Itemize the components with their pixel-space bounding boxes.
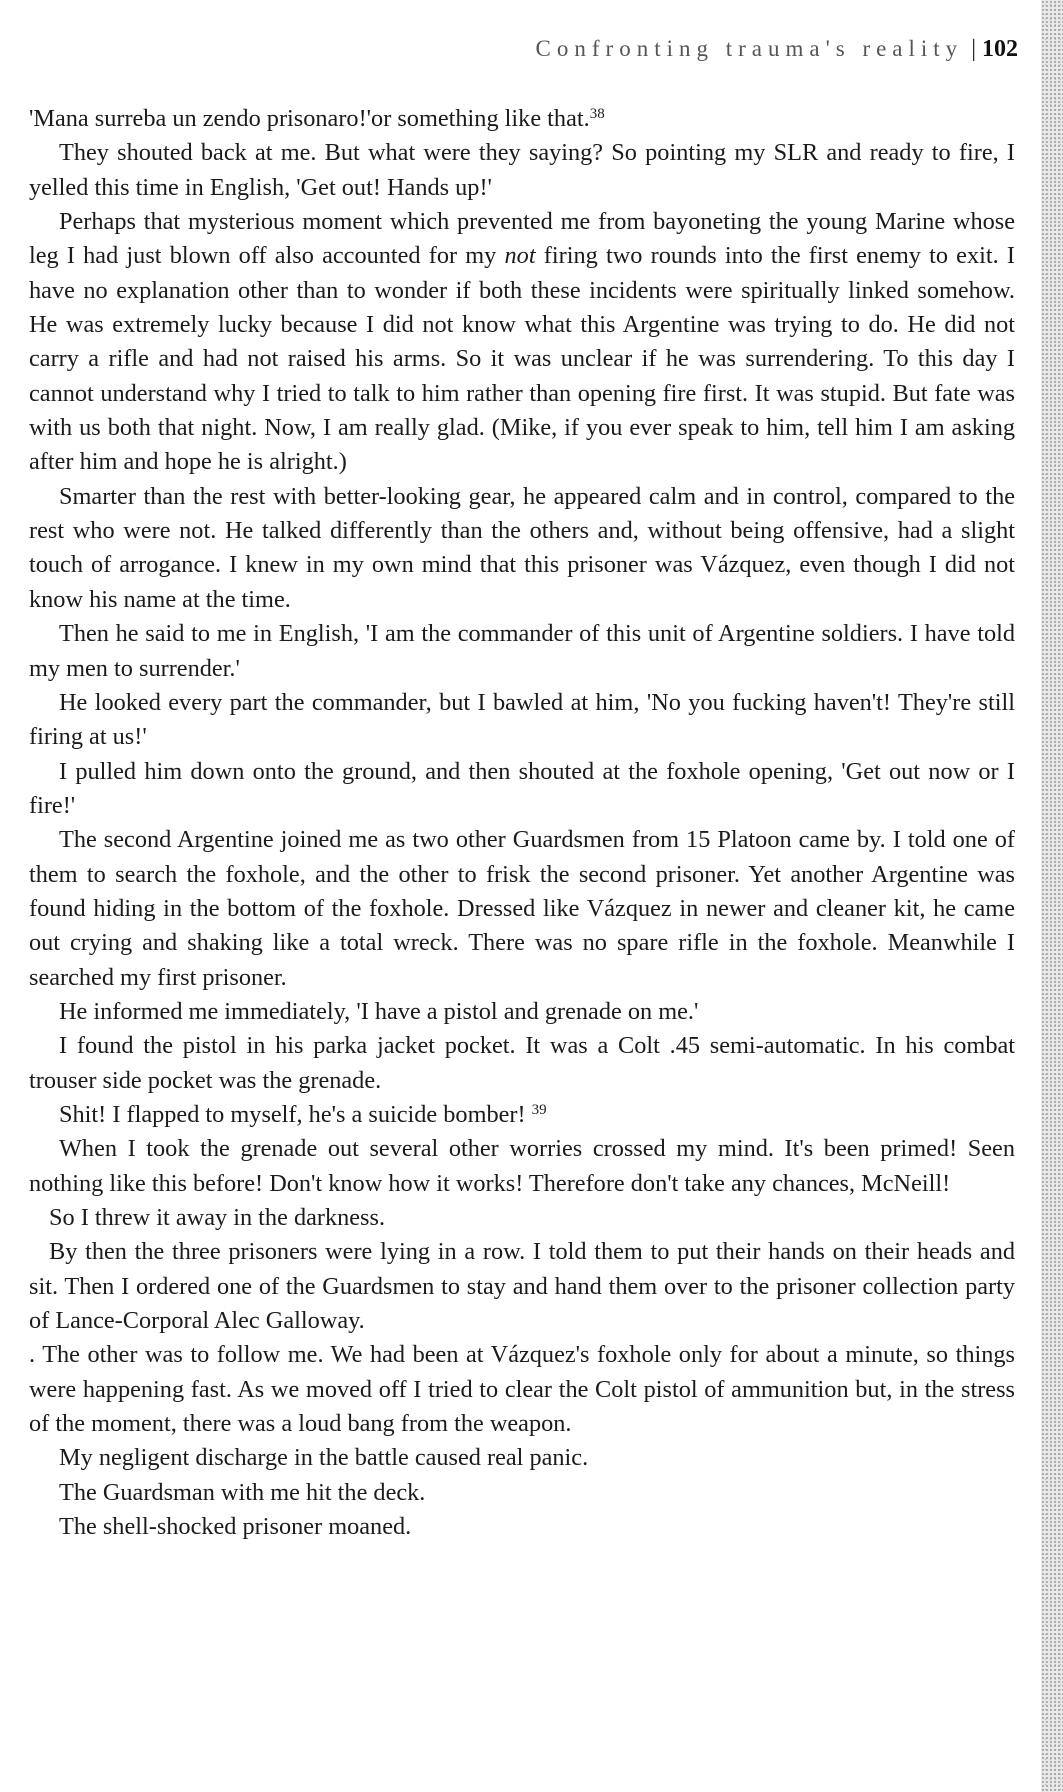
page-number: 102 [982,36,1018,62]
paragraph-7: I pulled him down onto the ground, and then shouted at the foxhole opening, 'Get out now or I fire!' [29,757,1015,819]
paragraph-2: They shouted back at me. But what were they saying? So pointing my SLR and ready to fire, I yelled this time in English, 'Get out! Hands up!' [29,139,1015,201]
footnote-ref-38: 38 [589,106,605,122]
running-head-separator: | [971,36,976,62]
paragraph-13: So I threw it away in the darkness. [49,1204,386,1231]
paragraph-4: Smarter than the rest with better-looking gear, he appeared calm and in control, compared to the rest who were not. He talked differently than the others and, without being offensive, had a slight touch of arrogance. I knew in my own mind that this prisoner was Vázquez, even though I did not know his name at the time. [29,482,1015,613]
paragraph-8: The second Argentine joined me as two other Guardsmen from 15 Platoon came by. I told one of them to search the foxhole, and the other to frisk the second prisoner. Yet another Argentine was found hiding in the bottom of the foxhole. Dressed like Vázquez in newer and cleaner kit, he came out crying and shaking like a total wreck. There was no spare rifle in the foxhole. Meanwhile I searched my first prisoner. [29,826,1015,991]
paragraph-3: Perhaps that mysterious moment which prevented me from bayoneting the young Marine whose leg I had just blown off also accounted for my not firing two rounds into the first enemy to exit. I have no explanation other than to wonder if both these incidents were spiritually linked somehow. He was extremely lucky because I did not know what this Argentine was trying to do. He did not carry a rifle and had not raised his arms. So it was unclear if he was surrendering. To this day I cannot understand why I tried to talk to him rather than opening fire first. It was stupid. But fate was with us both that night. Now, I am really glad. (Mike, if you ever speak to him, tell him I am asking after him and hope he is alright.) [29,208,1015,476]
body-text [29,102,1015,1544]
footnote-ref-39: 39 [531,1101,547,1118]
paragraph-12: When I took the grenade out several other worries crossed my mind. It's been primed! Seen nothing like this before! Don't know how it works! Therefore don't take any chances, McNeill! [29,1135,1015,1197]
paragraph-6: He looked every part the commander, but I bawled at him, 'No you fucking haven't! They're still firing at us!' [29,688,1015,751]
page-edge-shading [1041,0,1063,1792]
paragraph-10: I found the pistol in his parka jacket pocket. It was a Colt .45 semi-automatic. In his combat trouser side pocket was the grenade. [29,1032,1015,1094]
paragraph-14: By then the three prisoners were lying in a row. I told them to put their hands on their heads and sit. Then I ordered one of the Guardsmen to stay and hand them over to the prisoner collection party of Lance-Corporal Alec Galloway. [29,1238,1015,1335]
paragraph-9: He informed me immediately, 'I have a pistol and grenade on me.' [59,997,699,1025]
paragraph-15: . The other was to follow me. We had been at Vázquez's foxhole only for about a minute, so things were happening fast. As we moved off I tried to clear the Colt pistol of ammunition but, in the stress of the moment, there was a loud bang from the weapon. [29,1341,1015,1438]
running-head [536,34,1018,64]
paragraph-17: The Guardsman with me hit the deck. [59,1478,426,1506]
paragraph-16: My negligent discharge in the battle caused real panic. [59,1444,589,1472]
paragraph-1: 'Mana surreba un zendo prisonaro!'or something like that.$^{38}$ [29,105,605,132]
paragraph-5: Then he said to me in English, 'I am the commander of this unit of Argentine soldiers. I have told my men to surrender.' [29,620,1015,682]
running-head-title: Confronting trauma's reality [535,36,964,61]
paragraph-11: Shit! I flapped to myself, he's a suicide bomber! $^{39}$ [59,1100,547,1128]
paragraph-18: The shell-shocked prisoner moaned. [59,1513,412,1541]
emphasis-not: not [504,242,536,270]
